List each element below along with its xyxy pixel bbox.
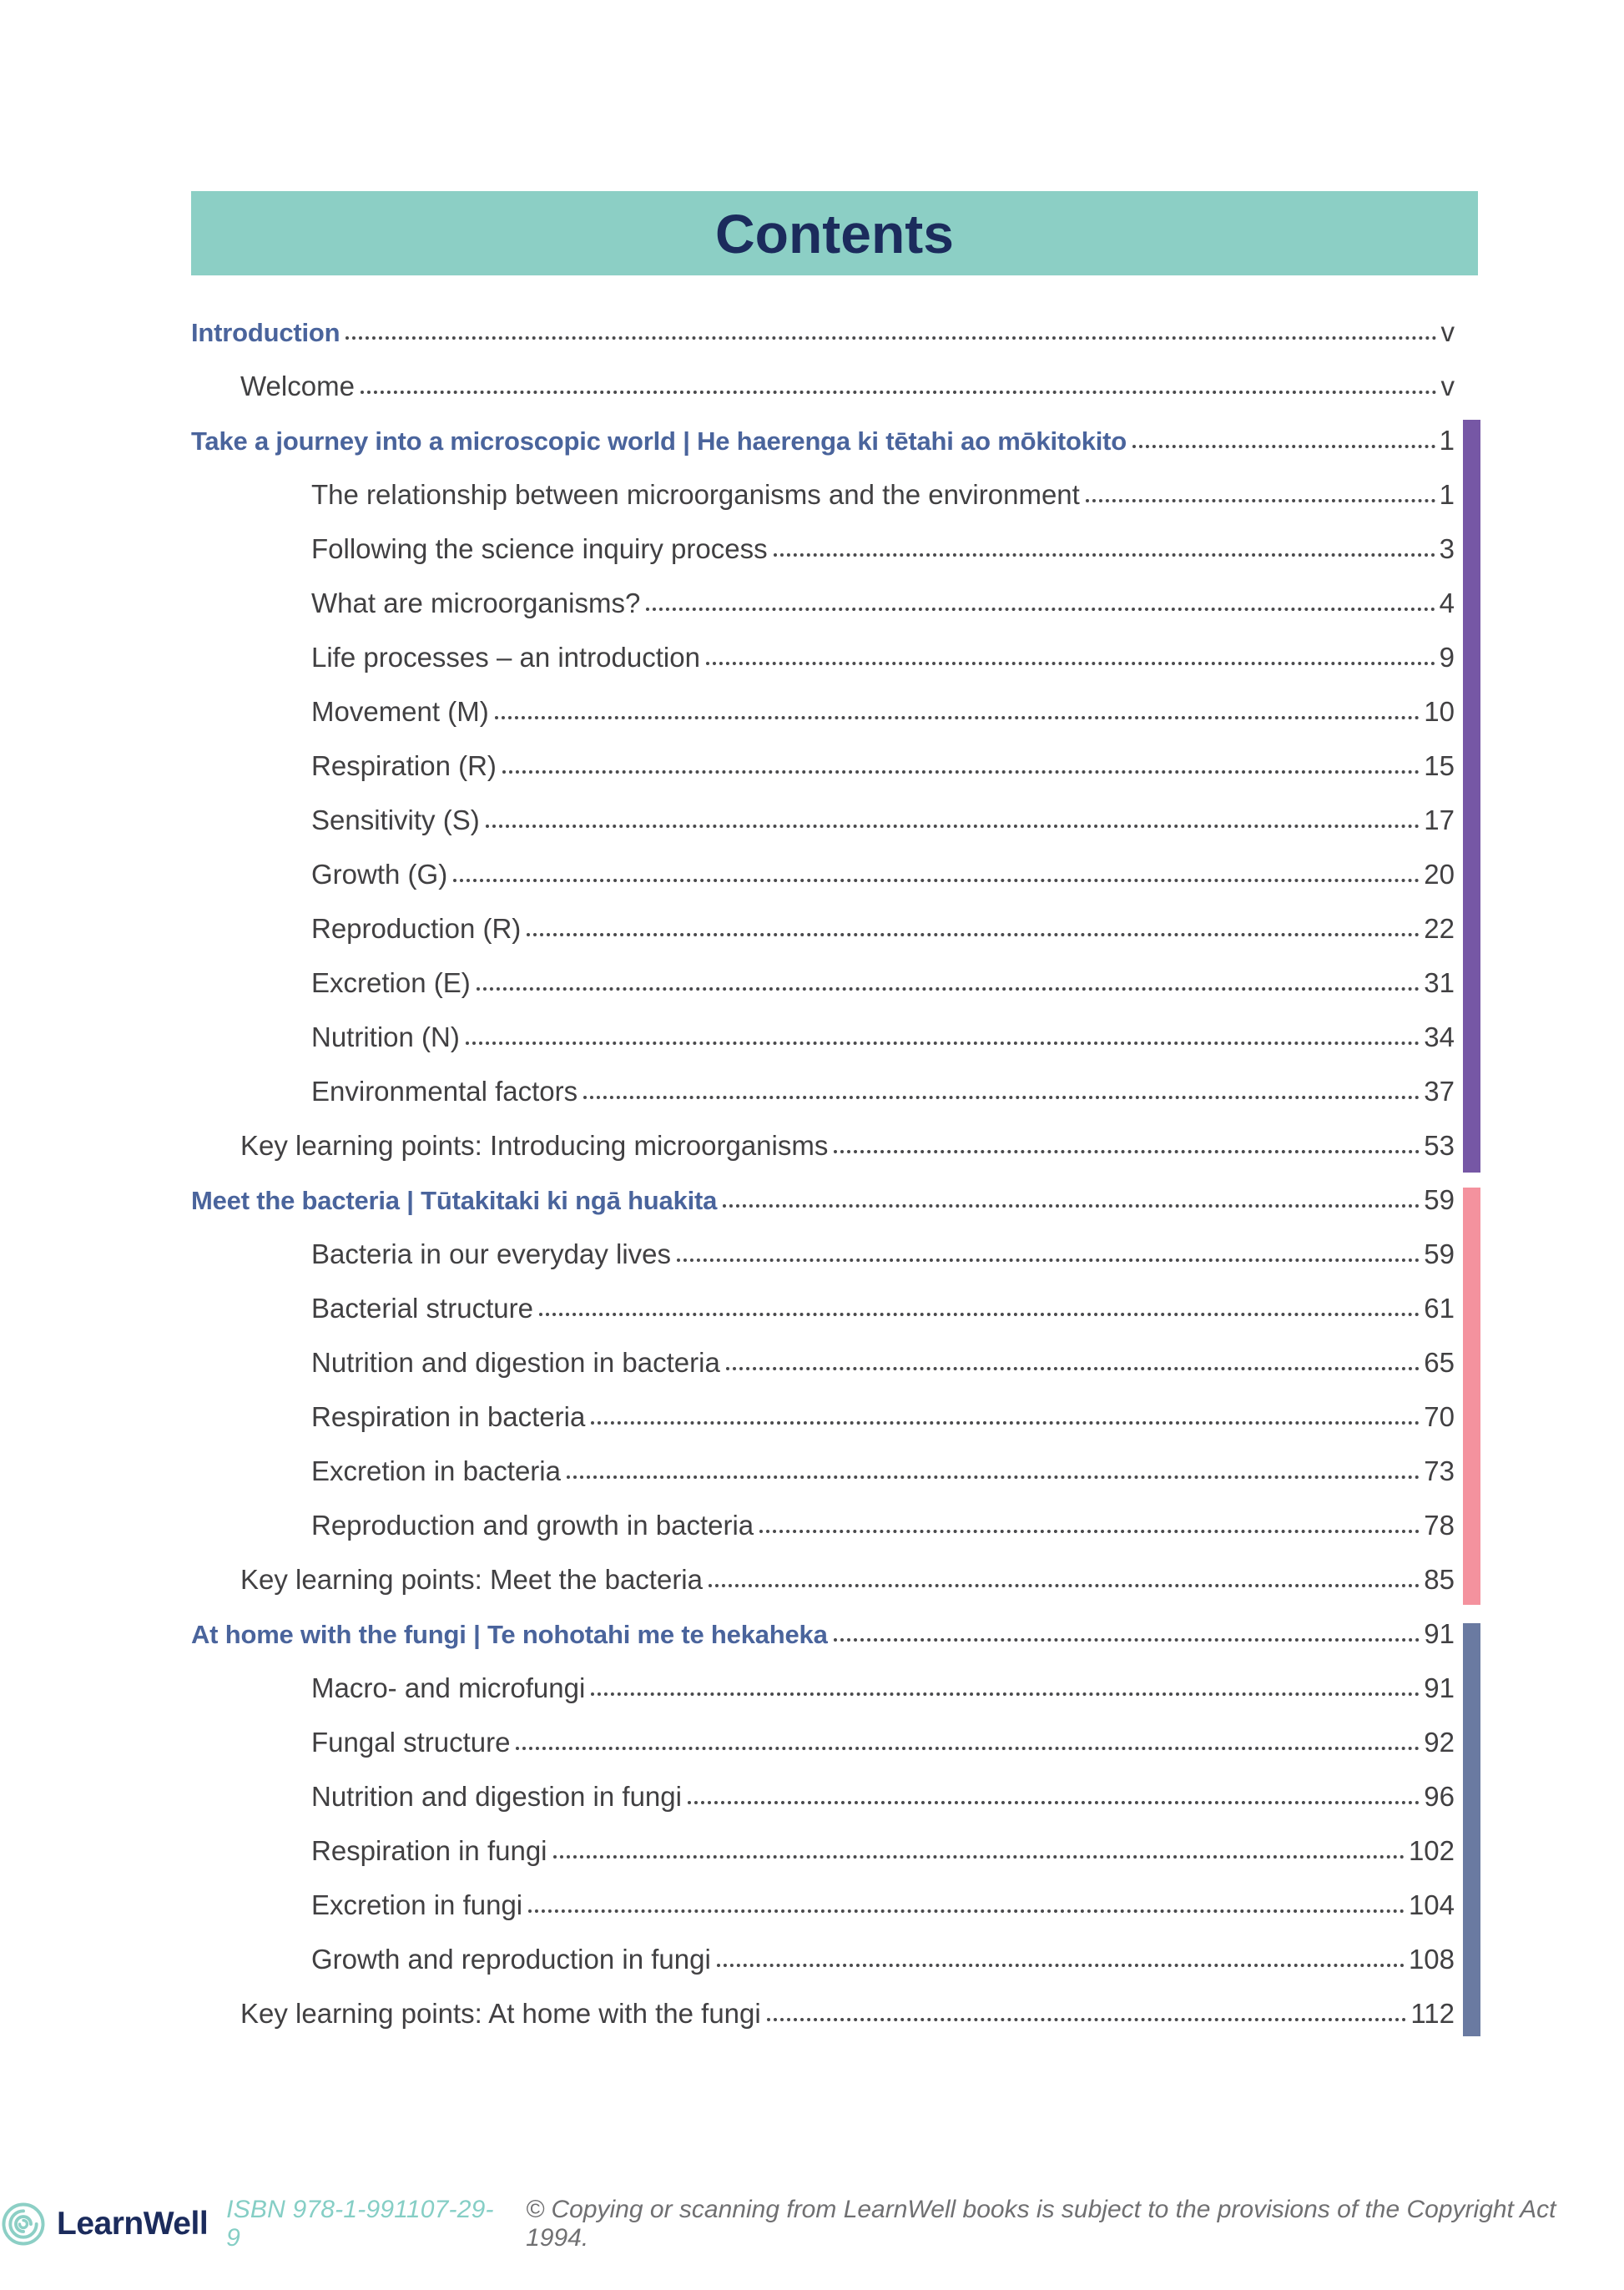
toc-entry — [191, 1270, 1455, 1324]
toc-entry-page-number: 20 — [1424, 859, 1455, 890]
toc-entry — [191, 1921, 1455, 1975]
toc-entry — [191, 1813, 1455, 1867]
toc-entry-label: Nutrition (N) — [311, 1021, 460, 1053]
toc-entry — [191, 1433, 1455, 1487]
toc-entry-label: Environmental factors — [311, 1076, 578, 1107]
toc-entry — [191, 1053, 1455, 1107]
toc-entry-label: Following the science inquiry process — [311, 533, 768, 565]
toc-entry-label: Reproduction (R) — [311, 913, 522, 945]
toc-entry-page-number: 59 — [1424, 1238, 1455, 1270]
toc-entry-label: Life processes – an introduction — [311, 642, 700, 673]
dot-leader — [453, 879, 1420, 882]
toc-entry — [191, 1704, 1455, 1758]
chapter-bar-3 — [1463, 1623, 1480, 2036]
dot-leader — [495, 716, 1420, 719]
toc-entry — [191, 1107, 1455, 1162]
toc-entry-page-number: v — [1440, 371, 1455, 402]
toc-entry — [191, 511, 1455, 565]
toc-entry-page-number: 112 — [1410, 1998, 1455, 2030]
dot-leader — [767, 2018, 1407, 2021]
dot-leader — [553, 1855, 1405, 1859]
toc-entry — [191, 782, 1455, 836]
toc-entry — [191, 1216, 1455, 1270]
toc-entry-page-number: 102 — [1408, 1835, 1455, 1867]
toc-entry-label: Growth and reproduction in fungi — [311, 1944, 711, 1975]
dot-leader — [527, 933, 1420, 936]
toc-entry-label: Introduction — [191, 318, 340, 348]
toc-entry-label: The relationship between microorganisms and the environment — [311, 479, 1080, 511]
toc-entry-page-number: 1 — [1439, 425, 1455, 456]
toc-entry-label: Growth (G) — [311, 859, 448, 890]
toc-entry — [191, 456, 1455, 511]
toc-entry-page-number: 91 — [1424, 1672, 1455, 1704]
toc-entry — [191, 294, 1455, 348]
dot-leader — [834, 1638, 1420, 1642]
toc-entry-label: Movement (M) — [311, 696, 489, 728]
toc-entry — [191, 1541, 1455, 1596]
toc-entry-page-number: 1 — [1439, 479, 1455, 511]
toc-entry — [191, 1975, 1455, 2030]
toc-entry-label: Nutrition and digestion in bacteria — [311, 1347, 720, 1379]
dot-leader — [528, 1909, 1405, 1913]
toc-entry-page-number: 31 — [1424, 967, 1455, 999]
toc-entry — [191, 565, 1455, 619]
dot-leader — [486, 825, 1420, 828]
dot-leader — [723, 1204, 1420, 1208]
toc-entry-label: Nutrition and digestion in fungi — [311, 1781, 682, 1813]
toc-entry — [191, 1379, 1455, 1433]
toc-entry — [191, 1596, 1455, 1650]
dot-leader — [591, 1692, 1420, 1696]
toc-entry-page-number: 9 — [1439, 642, 1455, 673]
toc-entry-page-number: 108 — [1408, 1944, 1455, 1975]
toc-entry — [191, 1487, 1455, 1541]
dot-leader — [477, 987, 1420, 991]
toc-entry-label: Take a journey into a microscopic world | He haerenga ki tētahi ao mōkitokito — [191, 426, 1127, 456]
toc-entry-page-number: 91 — [1424, 1618, 1455, 1650]
toc-entry-label: Excretion in fungi — [311, 1889, 523, 1921]
toc-list — [191, 294, 1455, 2030]
dot-leader — [706, 662, 1435, 665]
toc-entry-label: Sensitivity (S) — [311, 805, 480, 836]
chapter-bar-1 — [1463, 420, 1480, 1173]
toc-entry-page-number: 96 — [1424, 1781, 1455, 1813]
toc-entry-page-number: 59 — [1424, 1184, 1455, 1216]
toc-entry-page-number: 10 — [1424, 696, 1455, 728]
toc-entry-label: Macro- and microfungi — [311, 1672, 586, 1704]
toc-entry-page-number: 65 — [1424, 1347, 1455, 1379]
dot-leader — [591, 1421, 1420, 1425]
toc-entry — [191, 673, 1455, 728]
toc-entry-label: Bacterial structure — [311, 1293, 533, 1324]
learnwell-brand — [0, 2201, 208, 2247]
contents-banner — [191, 191, 1478, 275]
dot-leader — [688, 1801, 1420, 1804]
toc-entry-page-number: 53 — [1424, 1130, 1455, 1162]
toc-entry-page-number: 3 — [1439, 533, 1455, 565]
toc-entry-label: Reproduction and growth in bacteria — [311, 1510, 754, 1541]
toc-entry-label: Excretion (E) — [311, 967, 471, 999]
dot-leader — [502, 770, 1420, 774]
toc-entry-label: Meet the bacteria | Tūtakitaki ki ngā huakita — [191, 1186, 718, 1216]
toc-entry-label: What are microorganisms? — [311, 588, 641, 619]
toc-entry-label: Excretion in bacteria — [311, 1455, 561, 1487]
toc-entry-page-number: 34 — [1424, 1021, 1455, 1053]
copyright-text: © Copying or scanning from LearnWell books is subject to the provisions of the Copyright Act 1994. — [526, 2196, 1556, 2252]
dot-leader — [726, 1367, 1420, 1370]
dot-leader — [516, 1747, 1420, 1750]
toc-entry — [191, 836, 1455, 890]
dot-leader — [583, 1096, 1420, 1099]
dot-leader — [345, 336, 1436, 340]
dot-leader — [539, 1313, 1420, 1316]
learnwell-spiral-logo — [0, 2201, 47, 2247]
toc-entry-label: Respiration in fungi — [311, 1835, 547, 1867]
toc-entry-label: Bacteria in our everyday lives — [311, 1238, 672, 1270]
toc-entry-page-number: 92 — [1424, 1727, 1455, 1758]
toc-entry-label: Welcome — [240, 371, 355, 402]
toc-entry — [191, 1324, 1455, 1379]
dot-leader — [709, 1584, 1420, 1587]
toc-entry-page-number: 4 — [1439, 588, 1455, 619]
toc-entry — [191, 1162, 1455, 1216]
dot-leader — [361, 391, 1437, 394]
toc-entry-label: At home with the fungi | Te nohotahi me te hekaheka — [191, 1620, 828, 1650]
toc-entry — [191, 1867, 1455, 1921]
toc-entry — [191, 619, 1455, 673]
toc-entry-label: Respiration in bacteria — [311, 1401, 586, 1433]
toc-entry-page-number: 17 — [1424, 805, 1455, 836]
toc-entry-page-number: v — [1440, 316, 1455, 348]
page-title: Contents — [715, 202, 954, 265]
toc-entry-page-number: 73 — [1424, 1455, 1455, 1487]
dot-leader — [1086, 499, 1435, 502]
chapter-bar-2 — [1463, 1188, 1480, 1605]
brand-name: LearnWell — [57, 2206, 209, 2242]
toc-entry-label: Key learning points: Meet the bacteria — [240, 1564, 703, 1596]
toc-entry-label: Fungal structure — [311, 1727, 511, 1758]
toc-entry — [191, 348, 1455, 402]
dot-leader — [677, 1258, 1420, 1262]
toc-entry-label: Key learning points: At home with the fungi — [240, 1998, 761, 2030]
isbn-text: ISBN 978-1-991107-29-9 — [226, 2196, 494, 2252]
toc-entry-page-number: 61 — [1424, 1293, 1455, 1324]
toc-entry — [191, 890, 1455, 945]
toc-entry — [191, 728, 1455, 782]
dot-leader — [774, 553, 1435, 557]
toc-entry-page-number: 78 — [1424, 1510, 1455, 1541]
toc-entry — [191, 945, 1455, 999]
dot-leader — [759, 1530, 1420, 1533]
toc-entry-page-number: 70 — [1424, 1401, 1455, 1433]
toc-entry-page-number: 85 — [1424, 1564, 1455, 1596]
toc-entry-page-number: 37 — [1424, 1076, 1455, 1107]
toc-entry — [191, 1650, 1455, 1704]
toc-entry — [191, 402, 1455, 456]
toc-entry — [191, 1758, 1455, 1813]
dot-leader — [466, 1042, 1420, 1045]
toc-entry-label: Key learning points: Introducing microorganisms — [240, 1130, 829, 1162]
dot-leader — [834, 1150, 1420, 1153]
toc-entry-page-number: 22 — [1424, 913, 1455, 945]
toc-entry-page-number: 104 — [1408, 1889, 1455, 1921]
dot-leader — [1132, 445, 1435, 448]
toc-entry — [191, 999, 1455, 1053]
toc-entry-page-number: 15 — [1424, 750, 1455, 782]
dot-leader — [567, 1475, 1420, 1479]
page-footer — [0, 2196, 1624, 2252]
dot-leader — [646, 608, 1435, 611]
toc-entry-label: Respiration (R) — [311, 750, 497, 782]
dot-leader — [717, 1964, 1405, 1967]
